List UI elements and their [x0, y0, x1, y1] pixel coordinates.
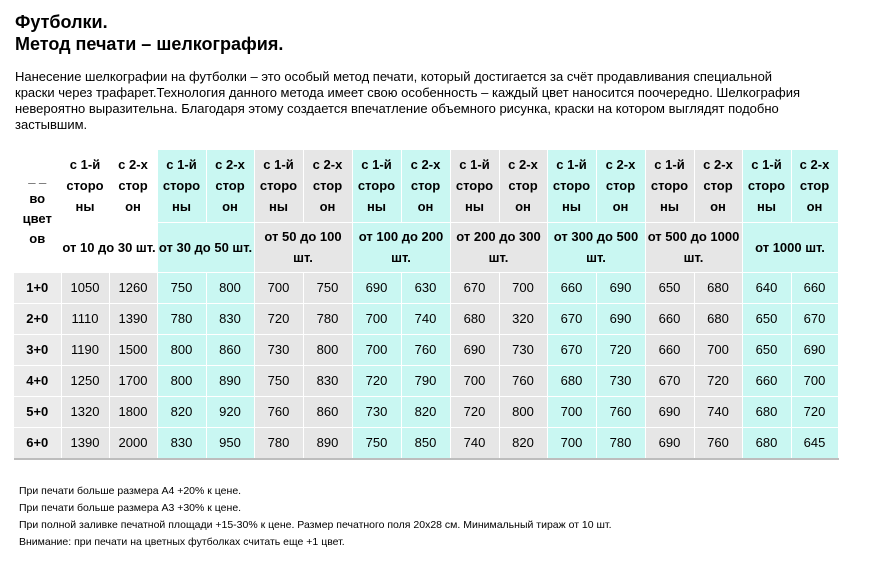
price-cell: 760 [694, 427, 742, 459]
price-cell: 780 [596, 427, 645, 459]
page-title [15, 11, 283, 55]
price-cell: 680 [742, 427, 791, 459]
side-header-one: с 1-й сторо ны [254, 150, 303, 222]
table-row [14, 272, 838, 303]
price-cell: 720 [596, 334, 645, 365]
price-cell: 700 [450, 365, 499, 396]
price-cell: 1700 [109, 365, 157, 396]
note-colored-shirts: Внимание: при печати на цветных футболках считать еще +1 цвет. [19, 536, 345, 548]
price-cell: 820 [499, 427, 547, 459]
price-cell: 1050 [61, 272, 109, 303]
price-cell: 1390 [61, 427, 109, 459]
price-cell: 690 [352, 272, 401, 303]
price-cell: 660 [645, 303, 694, 334]
price-cell: 760 [401, 334, 450, 365]
price-cell: 730 [596, 365, 645, 396]
price-cell: 780 [157, 303, 206, 334]
price-cell: 760 [499, 365, 547, 396]
price-cell: 700 [254, 272, 303, 303]
price-cell: 680 [742, 396, 791, 427]
price-cell: 820 [401, 396, 450, 427]
side-header-one: с 1-й сторо ны [157, 150, 206, 222]
note-full-fill: При полной заливке печатной площади +15-30% к цене. Размер печатного поля 20х28 см. Минимальный тираж от 10 шт. [19, 519, 612, 531]
table-row [14, 365, 838, 396]
side-header-two: с 2-х стор он [499, 150, 547, 222]
price-cell: 320 [499, 303, 547, 334]
side-header-two: с 2-х стор он [109, 150, 157, 222]
title-line-1: Футболки. [15, 12, 108, 32]
price-cell: 650 [742, 303, 791, 334]
price-cell: 790 [401, 365, 450, 396]
price-cell: 740 [694, 396, 742, 427]
price-table [14, 150, 839, 460]
price-cell: 690 [791, 334, 838, 365]
price-cell: 720 [352, 365, 401, 396]
price-cell: 830 [303, 365, 352, 396]
note-a3: При печати больше размера А3 +30% к цене. [19, 502, 242, 514]
price-cell: 750 [352, 427, 401, 459]
price-cell: 1500 [109, 334, 157, 365]
row-color-label: 1+0 [14, 272, 61, 303]
price-cell: 780 [303, 303, 352, 334]
table-row [14, 334, 838, 365]
price-cell: 700 [791, 365, 838, 396]
price-cell: 670 [791, 303, 838, 334]
row-color-label: 5+0 [14, 396, 61, 427]
price-cell: 1320 [61, 396, 109, 427]
price-cell: 720 [254, 303, 303, 334]
price-cell: 830 [157, 427, 206, 459]
price-cell: 760 [254, 396, 303, 427]
side-header-one: с 1-й сторо ны [742, 150, 791, 222]
price-cell: 645 [791, 427, 838, 459]
price-cell: 690 [596, 272, 645, 303]
price-cell: 740 [401, 303, 450, 334]
price-cell: 1390 [109, 303, 157, 334]
price-cell: 750 [157, 272, 206, 303]
price-cell: 730 [254, 334, 303, 365]
price-cell: 660 [742, 365, 791, 396]
price-cell: 650 [645, 272, 694, 303]
note-a4: При печати больше размера А4 +20% к цене. [19, 485, 242, 497]
price-cell: 640 [742, 272, 791, 303]
price-cell: 890 [206, 365, 254, 396]
price-cell: 660 [645, 334, 694, 365]
price-cell: 920 [206, 396, 254, 427]
notes-block [19, 483, 612, 551]
table-row [14, 396, 838, 427]
price-cell: 700 [352, 334, 401, 365]
title-line-2: Метод печати – шелкография. [15, 34, 284, 54]
price-cell: 1250 [61, 365, 109, 396]
price-cell: 670 [547, 334, 596, 365]
price-cell: 720 [791, 396, 838, 427]
price-cell: 670 [450, 272, 499, 303]
price-cell: 660 [547, 272, 596, 303]
price-cell: 730 [499, 334, 547, 365]
price-cell: 690 [596, 303, 645, 334]
price-cell: 800 [157, 334, 206, 365]
price-cell: 720 [694, 365, 742, 396]
price-cell: 750 [254, 365, 303, 396]
price-cell: 1110 [61, 303, 109, 334]
price-cell: 700 [547, 396, 596, 427]
side-header-two: с 2-х стор он [401, 150, 450, 222]
price-cell: 800 [303, 334, 352, 365]
price-cell: 690 [645, 427, 694, 459]
side-header-one: с 1-й сторо ны [61, 150, 109, 222]
price-cell: 800 [157, 365, 206, 396]
price-cell: 670 [645, 365, 694, 396]
quantity-range-header: от 500 до 1000 шт. [645, 222, 742, 272]
price-cell: 2000 [109, 427, 157, 459]
color-count-header-cut: _ _ [28, 169, 47, 185]
price-cell: 730 [352, 396, 401, 427]
price-cell: 800 [206, 272, 254, 303]
price-cell: 650 [742, 334, 791, 365]
quantity-range-header: от 30 до 50 шт. [157, 222, 254, 272]
price-cell: 830 [206, 303, 254, 334]
table-row [14, 303, 838, 334]
price-cell: 700 [499, 272, 547, 303]
side-header-two: с 2-х стор он [303, 150, 352, 222]
price-cell: 850 [401, 427, 450, 459]
quantity-range-header: от 50 до 100 шт. [254, 222, 352, 272]
price-cell: 860 [303, 396, 352, 427]
side-header-two: с 2-х стор он [791, 150, 838, 222]
price-cell: 700 [352, 303, 401, 334]
price-cell: 950 [206, 427, 254, 459]
color-count-header [14, 150, 61, 272]
table-row [14, 427, 838, 459]
intro-paragraph: Нанесение шелкографии на футболки – это особый метод печати, который достигается за счёт продавливания специальной краски через трафарет.Технология данного метода имеет свою особенность – каждый цвет наносится поочередно. Шелкография невероятно выразительна. Благодаря этому создается впечатление объемного рисунка, краски на котором выглядят подобно застывшим. [15, 69, 800, 132]
price-cell: 680 [547, 365, 596, 396]
price-cell: 860 [206, 334, 254, 365]
price-cell: 800 [499, 396, 547, 427]
side-header-one: с 1-й сторо ны [352, 150, 401, 222]
price-cell: 670 [547, 303, 596, 334]
price-cell: 890 [303, 427, 352, 459]
side-header-one: с 1-й сторо ны [450, 150, 499, 222]
quantity-range-header: от 100 до 200 шт. [352, 222, 450, 272]
price-cell: 750 [303, 272, 352, 303]
price-cell: 630 [401, 272, 450, 303]
quantity-range-header: от 200 до 300 шт. [450, 222, 547, 272]
side-header-two: с 2-х стор он [596, 150, 645, 222]
side-header-one: с 1-й сторо ны [547, 150, 596, 222]
price-cell: 720 [450, 396, 499, 427]
price-cell: 760 [596, 396, 645, 427]
price-cell: 700 [547, 427, 596, 459]
price-cell: 680 [450, 303, 499, 334]
quantity-range-header: от 10 до 30 шт. [61, 222, 157, 272]
side-header-two: с 2-х стор он [206, 150, 254, 222]
price-cell: 700 [694, 334, 742, 365]
price-cell: 690 [645, 396, 694, 427]
row-color-label: 4+0 [14, 365, 61, 396]
price-cell: 1260 [109, 272, 157, 303]
row-color-label: 6+0 [14, 427, 61, 459]
side-header-two: с 2-х стор он [694, 150, 742, 222]
price-cell: 660 [791, 272, 838, 303]
row-color-label: 2+0 [14, 303, 61, 334]
price-cell: 680 [694, 272, 742, 303]
side-header-one: с 1-й сторо ны [645, 150, 694, 222]
quantity-range-header: от 1000 шт. [742, 222, 838, 272]
price-cell: 1800 [109, 396, 157, 427]
row-color-label: 3+0 [14, 334, 61, 365]
quantity-range-header: от 300 до 500 шт. [547, 222, 645, 272]
price-cell: 820 [157, 396, 206, 427]
price-cell: 780 [254, 427, 303, 459]
price-cell: 680 [694, 303, 742, 334]
price-cell: 740 [450, 427, 499, 459]
price-cell: 1190 [61, 334, 109, 365]
price-cell: 690 [450, 334, 499, 365]
color-count-header-text: во цвет ов [22, 190, 52, 246]
